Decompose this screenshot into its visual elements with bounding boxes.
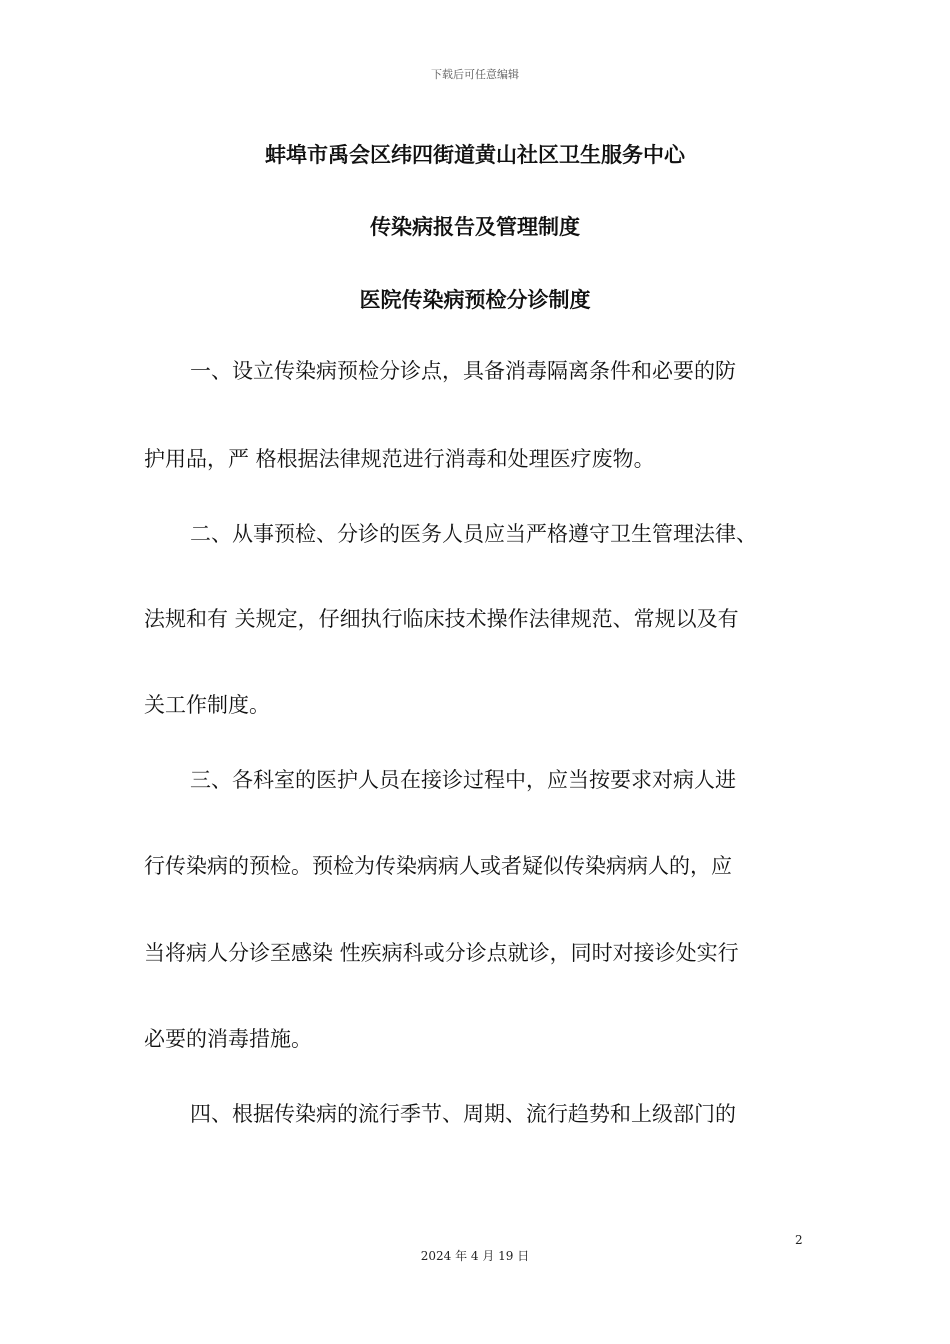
document-title-section: 传染病报告及管理制度 — [370, 215, 580, 239]
footer-date: 2024 年 4 月 19 日 — [420, 1249, 530, 1263]
paragraph-2-line-2: 法规和有 关规定，仔细执行临床技术操作法律规范、常规以及有 — [144, 607, 739, 631]
paragraph-3-line-3: 当将病人分诊至感染 性疾病科或分诊点就诊，同时对接诊处实行 — [144, 941, 739, 965]
paragraph-3-line-1: 三、各科室的医护人员在接诊过程中，应当按要求对病人进 — [190, 768, 736, 792]
paragraph-2-line-3: 关工作制度。 — [144, 693, 270, 717]
paragraph-1-line-1: 一、设立传染病预检分诊点，具备消毒隔离条件和必要的防 — [190, 359, 736, 383]
page-number: 2 — [795, 1233, 803, 1247]
paragraph-3-line-4: 必要的消毒措施。 — [144, 1027, 312, 1051]
paragraph-3-line-2: 行传染病的预检。预检为传染病病人或者疑似传染病病人的，应 — [144, 854, 732, 878]
paragraph-2-line-1: 二、从事预检、分诊的医务人员应当严格遵守卫生管理法律、 — [190, 522, 757, 546]
paragraph-1-line-2: 护用品，严 格根据法律规范进行消毒和处理医疗废物。 — [144, 447, 655, 471]
paragraph-4-line-1: 四、根据传染病的流行季节、周期、流行趋势和上级部门的 — [190, 1102, 736, 1126]
header-note: 下载后可任意编辑 — [431, 68, 519, 81]
document-title-organization: 蚌埠市禹会区纬四街道黄山社区卫生服务中心 — [265, 143, 685, 167]
document-title-policy: 医院传染病预检分诊制度 — [359, 288, 591, 312]
